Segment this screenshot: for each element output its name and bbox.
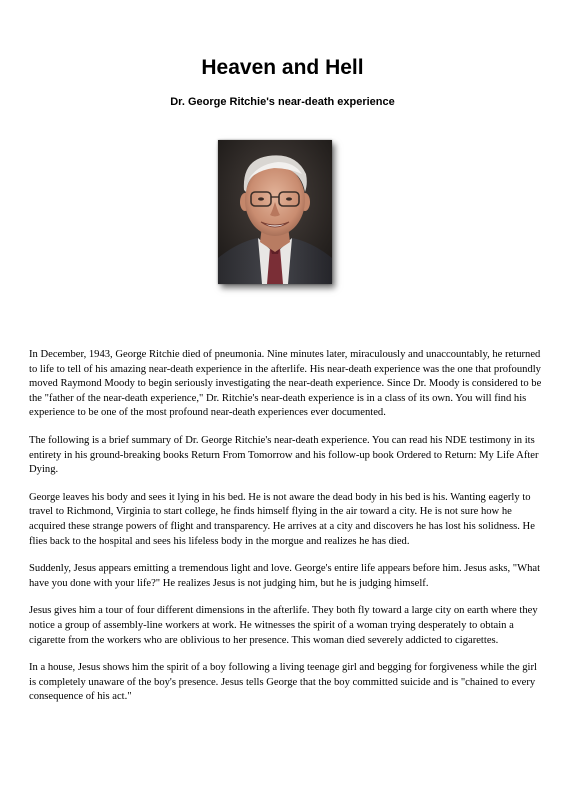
paragraph-3: George leaves his body and sees it lying in his bed. He is not aware the dead body in his bed is his. Wanting eagerly to travel to Richmond, Virginia to start college, he finds himself flying in the air toward a city. He is not sure how he acquired these strange powers of flight and transparency. He arrives at a city and discovers he has lost his solidness. He flies back to the hospital and sees his lifeless body in the morgue and realizes he has died. [29, 491, 535, 547]
portrait-photo-icon [218, 140, 332, 284]
paragraph-1: In December, 1943, George Ritchie died of pneumonia. Nine minutes later, miraculously and unaccountably, he returned to life to tell of his amazing near-death experience in the afterlife. His near-death experience was the one that profoundly moved Raymond Moody to begin seriously investigating the near-death experience. Since Dr. Moody is considered to be the "father of the near-death experience," Dr. Ritchie's near-death experience is in a class of its own. You will find his experience to be one of the most profound near-death experiences ever documented. [29, 349, 542, 419]
page-subtitle: Dr. George Ritchie's near-death experience [170, 96, 395, 108]
paragraph-6: In a house, Jesus shows him the spirit of a boy following a living teenage girl and begging for forgiveness while the girl is completely unaware of the boy's presence. Jesus tells George that the boy committed suicide and is "chained to every consequence of his act." [29, 662, 537, 703]
paragraph-4: Suddenly, Jesus appears emitting a tremendous light and love. George's entire life appears before him. Jesus asks, "What have you done with your life?" He realizes Jesus is not judging him, but he is judging himself. [29, 563, 541, 589]
page-title: Heaven and Hell [201, 56, 364, 79]
paragraph-5: Jesus gives him a tour of four different dimensions in the afterlife. They both fly toward a large city on earth where they notice a group of assembly-line workers at work. He witnesses the spirit of a woman trying desperately to obtain a cigarette from the workers who are oblivious to her presence. This woman died severely addicted to cigarettes. [29, 605, 538, 646]
paragraph-2: The following is a brief summary of Dr. George Ritchie's near-death experience. You can read his NDE testimony in its entirety in his ground-breaking books Return From Tomorrow and his follow-up book Ordered to Return: My Life After Dying. [29, 434, 539, 476]
portrait-photo [218, 140, 332, 284]
article-body [29, 348, 544, 718]
